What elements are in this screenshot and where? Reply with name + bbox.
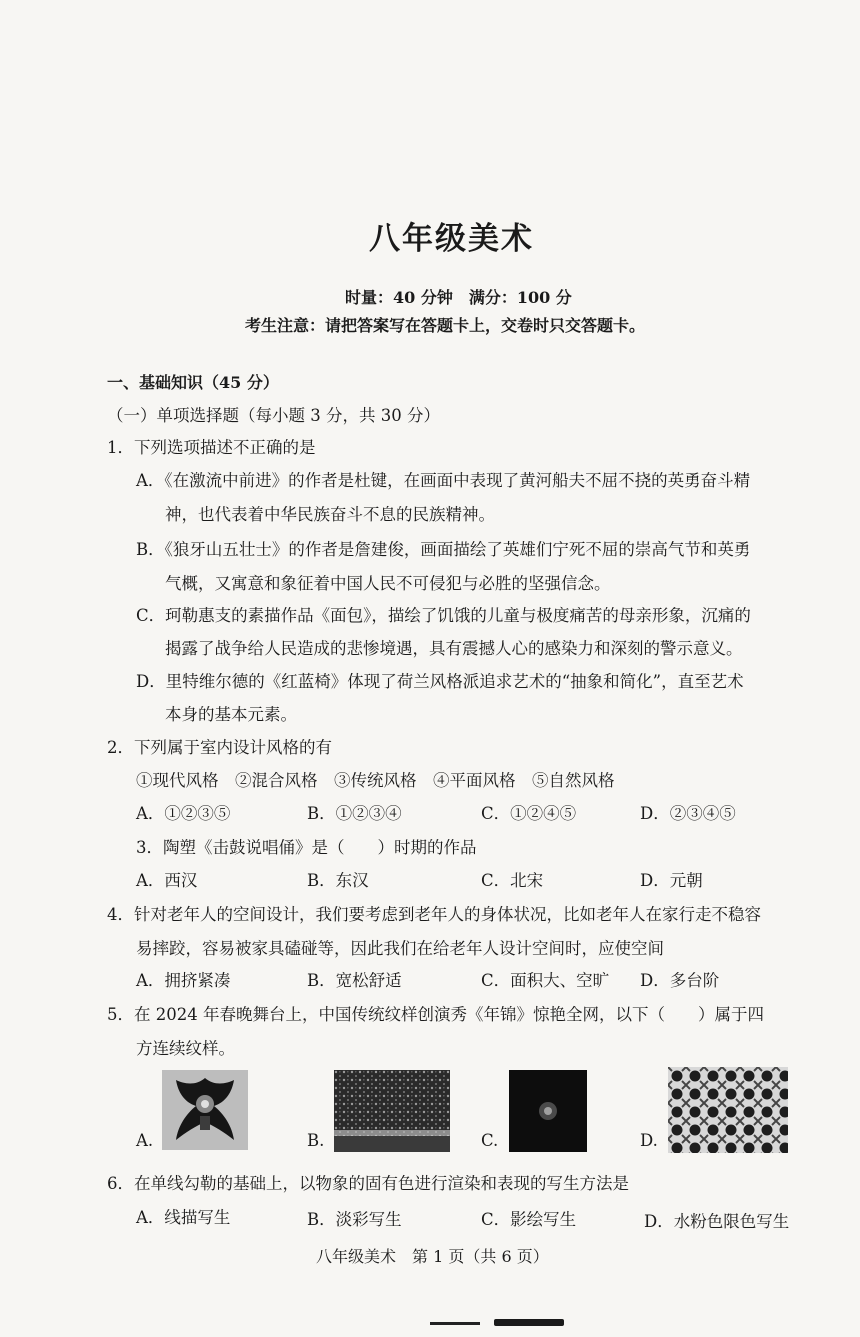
q3-option-d: D．元朝 xyxy=(640,871,703,890)
q2-option-d: D．②③④⑤ xyxy=(640,804,736,823)
q5-option-a: A. xyxy=(136,1131,154,1150)
single-motif-icon xyxy=(509,1070,587,1152)
q3-stem: 3．陶塑《击鼓说唱俑》是（ ）时期的作品 xyxy=(136,838,477,857)
q1-option-c-cont: 揭露了战争给人民造成的悲惨境遇，具有震撼人心的感染力和深刻的警示意义。 xyxy=(165,639,743,658)
q5-image-d xyxy=(668,1067,788,1153)
exam-info: 时量：40 分钟 满分：100 分 xyxy=(345,288,572,307)
q1-option-a: A．《在激流中前进》的作者是杜键，在画面中表现了黄河船夫不屈不挠的英勇奋斗精 xyxy=(136,471,751,490)
q6-stem: 6．在单线勾勒的基础上，以物象的固有色进行渲染和表现的写生方法是 xyxy=(107,1174,629,1193)
q5-option-b: B. xyxy=(307,1131,325,1150)
q1-option-a-cont: 神，也代表着中华民族奋斗不息的民族精神。 xyxy=(165,505,495,524)
q6-option-b: B．淡彩写生 xyxy=(307,1210,402,1229)
q1-option-d-cont: 本身的基本元素。 xyxy=(165,705,297,724)
q3-option-a: A．西汉 xyxy=(136,871,198,890)
q5-option-c: C. xyxy=(481,1131,499,1150)
scan-mark-2 xyxy=(494,1319,564,1326)
q1-option-d: D．里特维尔德的《红蓝椅》体现了荷兰风格派追求艺术的“抽象和简化”，直至艺术 xyxy=(136,672,744,691)
q5-option-d: D. xyxy=(640,1131,658,1150)
exam-notice: 考生注意：请把答案写在答题卡上，交卷时只交答题卡。 xyxy=(245,316,646,335)
border-pattern-icon xyxy=(334,1070,450,1152)
page-title: 八年级美术 xyxy=(369,221,534,257)
q5-image-c xyxy=(509,1070,587,1152)
q2-stem: 2．下列属于室内设计风格的有 xyxy=(107,738,332,757)
q1-stem: 1．下列选项描述不正确的是 xyxy=(107,438,316,457)
q4-stem: 4．针对老年人的空间设计，我们要考虑到老年人的身体状况，比如老年人在家行走不稳容 xyxy=(107,905,761,924)
q4-option-d: D．多台阶 xyxy=(640,971,720,990)
q1-option-c: C．珂勒惠支的素描作品《面包》，描绘了饥饿的儿童与极度痛苦的母亲形象，沉痛的 xyxy=(136,606,751,625)
q5-stem: 5．在 2024 年春晚舞台上，中国传统纹样创演秀《年锦》惊艳全网，以下（ ）属于四 xyxy=(107,1005,764,1024)
q4-option-a: A．拥挤紧凑 xyxy=(136,971,231,990)
q3-option-b: B．东汉 xyxy=(307,871,369,890)
q4-option-c: C．面积大、空旷 xyxy=(481,971,610,990)
scan-mark xyxy=(430,1322,480,1325)
q2-items: ①现代风格 ②混合风格 ③传统风格 ④平面风格 ⑤自然风格 xyxy=(136,771,615,790)
q6-option-d: D．水粉色限色写生 xyxy=(644,1212,790,1231)
q5-stem-cont: 方连续纹样。 xyxy=(136,1039,235,1058)
page-footer: 八年级美术 第 1 页（共 6 页） xyxy=(316,1247,549,1266)
q5-image-a xyxy=(162,1070,248,1150)
q6-option-a: A．线描写生 xyxy=(136,1208,231,1227)
q1-option-b-cont: 气概，又寓意和象征着中国人民不可侵犯与必胜的坚强信念。 xyxy=(165,574,611,593)
q6-option-c: C．影绘写生 xyxy=(481,1210,577,1229)
q2-option-b: B．①②③④ xyxy=(307,804,402,823)
q2-option-c: C．①②④⑤ xyxy=(481,804,577,823)
q1-option-b: B．《狼牙山五壮士》的作者是詹建俊，画面描绘了英雄们宁死不屈的崇高气节和英勇 xyxy=(136,540,751,559)
bat-pattern-icon xyxy=(162,1070,248,1150)
q4-stem-cont: 易摔跤，容易被家具磕碰等，因此我们在给老年人设计空间时，应使空间 xyxy=(136,939,664,958)
subsection-heading: （一）单项选择题（每小题 3 分，共 30 分） xyxy=(107,406,440,425)
q4-option-b: B．宽松舒适 xyxy=(307,971,402,990)
four-way-pattern-icon xyxy=(668,1067,788,1153)
q2-option-a: A．①②③⑤ xyxy=(136,804,231,823)
q5-image-b xyxy=(334,1070,450,1152)
q3-option-c: C．北宋 xyxy=(481,871,544,890)
section-heading: 一、基础知识（45 分） xyxy=(107,373,279,392)
